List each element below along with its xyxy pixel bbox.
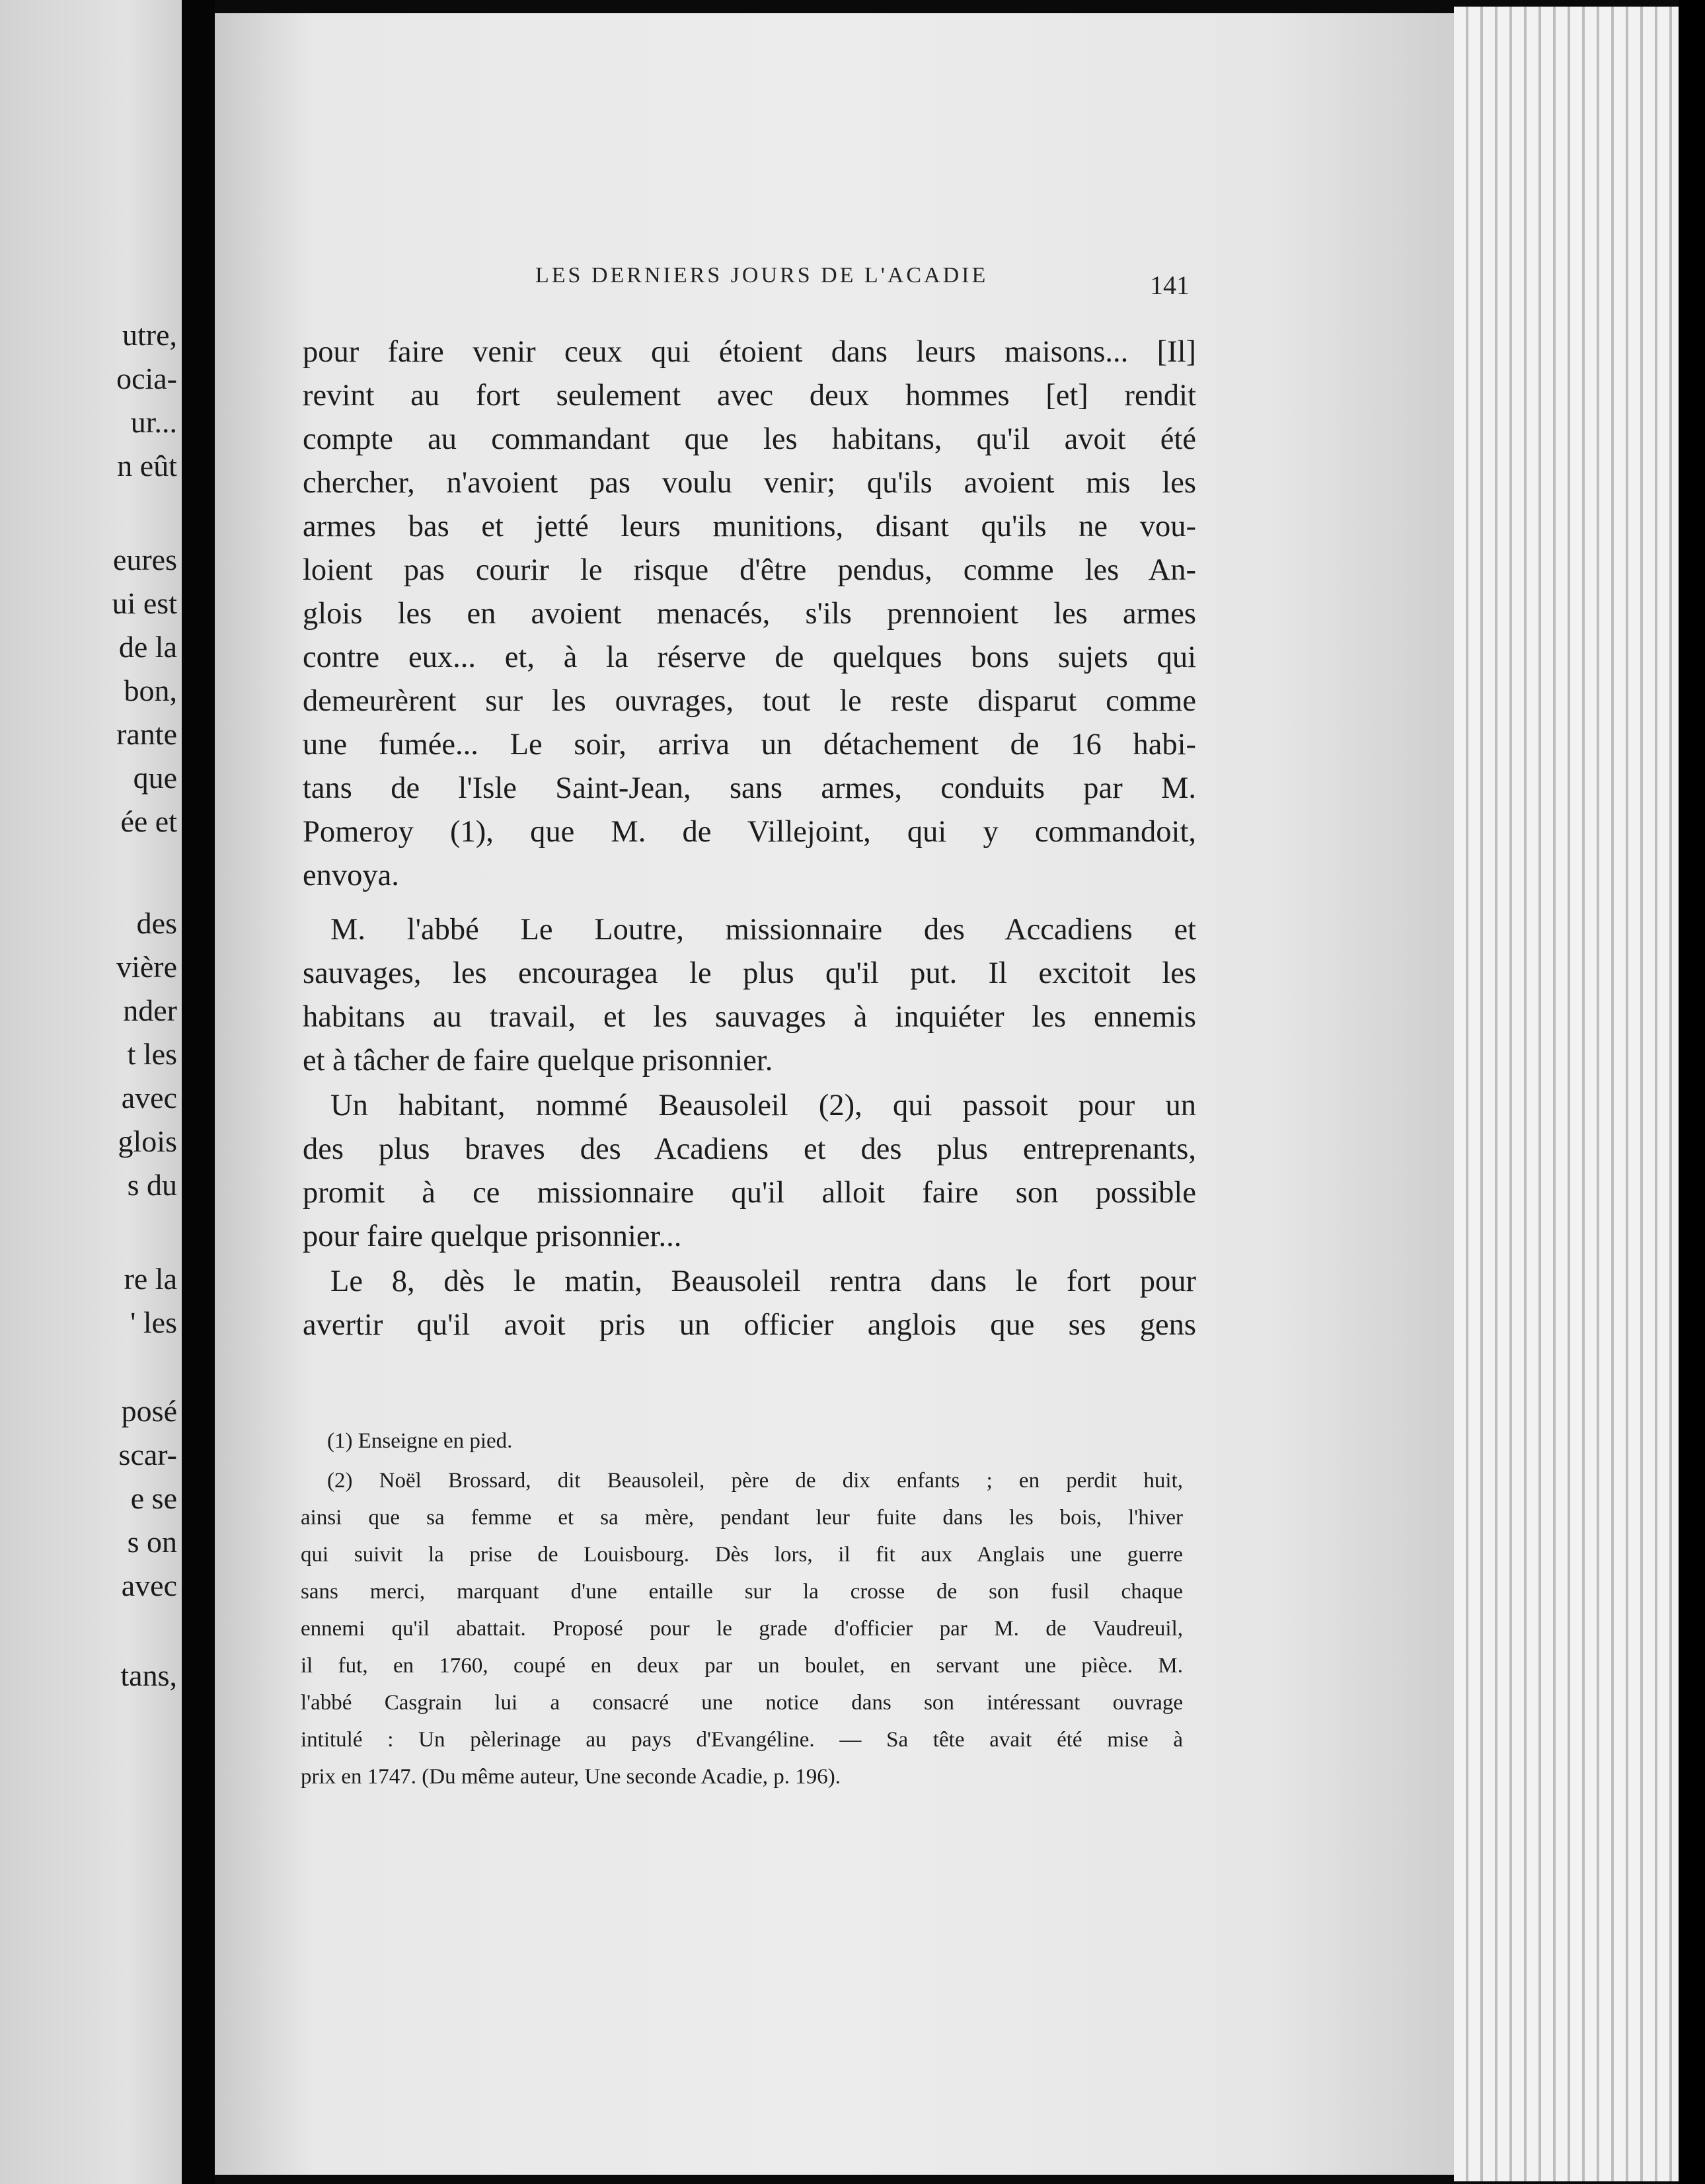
left-fragment: s on [127, 1525, 177, 1559]
body-line: revint au fort seulement avec deux hommes [et] rendit [303, 379, 1196, 412]
left-fragment: avec [121, 1081, 177, 1114]
left-fragment: glois [118, 1124, 177, 1158]
left-page [0, 0, 182, 2184]
left-fragment: ui est [112, 586, 177, 620]
footnote-line: ennemi qu'il abattait. Proposé pour le grade d'officier par M. de Vaudreuil, [301, 1617, 1183, 1641]
body-line: Pomeroy (1), que M. de Villejoint, qui y commandoit, [303, 815, 1196, 849]
left-fragment: scar- [118, 1438, 177, 1471]
left-fragment: de la [118, 630, 177, 664]
left-fragment: ur... [130, 405, 177, 439]
background-edge [1679, 0, 1705, 2184]
left-fragment: nder [123, 994, 177, 1027]
body-line: promit à ce missionnaire qu'il alloit faire son possible [303, 1176, 1196, 1210]
body-line: envoya. [303, 859, 399, 892]
body-line: pour faire quelque prisonnier... [303, 1220, 682, 1253]
left-fragment: s du [127, 1168, 177, 1202]
body-line: Le 8, dès le matin, Beausoleil rentra dans le fort pour [330, 1265, 1196, 1298]
left-fragment: n eût [117, 449, 177, 483]
body-line: habitans au travail, et les sauvages à inquiéter les ennemis [303, 1000, 1196, 1034]
left-fragment: ' les [130, 1306, 177, 1339]
body-line: une fumée... Le soir, arriva un détachement de 16 habi- [303, 728, 1196, 761]
body-line: pour faire venir ceux qui étoient dans leurs maisons... [Il] [303, 335, 1196, 369]
footnote-line: (1) Enseigne en pied. [327, 1429, 513, 1453]
body-line: demeurèrent sur les ouvrages, tout le reste disparut comme [303, 684, 1196, 718]
body-line: et à tâcher de faire quelque prisonnier. [303, 1044, 773, 1077]
footnote-line: prix en 1747. (Du même auteur, Une seconde Acadie, p. 196). [301, 1765, 841, 1789]
left-fragment: vière [116, 950, 177, 984]
body-line: chercher, n'avoient pas voulu venir; qu'ils avoient mis les [303, 466, 1196, 500]
footnote-line: il fut, en 1760, coupé en deux par un boulet, en servant une pièce. M. [301, 1654, 1183, 1678]
left-fragment: avec [121, 1569, 177, 1602]
body-line: M. l'abbé Le Loutre, missionnaire des Accadiens et [330, 913, 1196, 947]
body-line: avertir qu'il avoit pris un officier anglois que ses gens [303, 1308, 1196, 1342]
running-head: LES DERNIERS JOURS DE L'ACADIE [535, 263, 989, 288]
page-number: 141 [1150, 270, 1190, 300]
body-line: loient pas courir le risque d'être pendus, comme les An- [303, 553, 1196, 587]
body-line: armes bas et jetté leurs munitions, disant qu'ils ne vou- [303, 510, 1196, 543]
left-fragment: posé [121, 1394, 177, 1428]
left-fragment: des [136, 906, 177, 940]
left-fragment: tans, [120, 1658, 177, 1692]
left-fragment: bon, [124, 674, 177, 707]
left-fragment: rante [116, 717, 177, 751]
footnote-line: ainsi que sa femme et sa mère, pendant leur fuite dans les bois, l'hiver [301, 1506, 1183, 1530]
left-fragment: e se [130, 1481, 177, 1515]
body-line: compte au commandant que les habitans, qu'il avoit été [303, 422, 1196, 456]
footnote-line: sans merci, marquant d'une entaille sur la crosse de son fusil chaque [301, 1580, 1183, 1604]
left-fragment: eures [112, 543, 177, 576]
book-spine [182, 0, 215, 2184]
body-line: Un habitant, nommé Beausoleil (2), qui passoit pour un [330, 1089, 1196, 1122]
left-fragment: t les [127, 1037, 177, 1071]
left-fragment: ée et [120, 804, 177, 838]
body-line: sauvages, les encouragea le plus qu'il put. Il excitoit les [303, 956, 1196, 990]
footnote-line: intitulé : Un pèlerinage au pays d'Evangéline. — Sa tête avait été mise à [301, 1728, 1183, 1752]
left-fragment: que [133, 761, 177, 795]
left-fragment: re la [124, 1262, 177, 1296]
body-line: tans de l'Isle Saint-Jean, sans armes, conduits par M. [303, 771, 1196, 805]
left-fragment: utre, [122, 318, 177, 352]
left-fragment: ocia- [116, 362, 177, 395]
footnote-line: l'abbé Casgrain lui a consacré une notice dans son intéressant ouvrage [301, 1691, 1183, 1715]
page-edges [1454, 7, 1679, 2181]
body-line: glois les en avoient menacés, s'ils prennoient les armes [303, 597, 1196, 631]
footnote-line: qui suivit la prise de Louisbourg. Dès lors, il fit aux Anglais une guerre [301, 1543, 1183, 1567]
body-line: contre eux... et, à la réserve de quelques bons sujets qui [303, 641, 1196, 674]
body-line: des plus braves des Acadiens et des plus entreprenants, [303, 1132, 1196, 1166]
footnote-line: (2) Noël Brossard, dit Beausoleil, père de dix enfants ; en perdit huit, [327, 1469, 1183, 1493]
